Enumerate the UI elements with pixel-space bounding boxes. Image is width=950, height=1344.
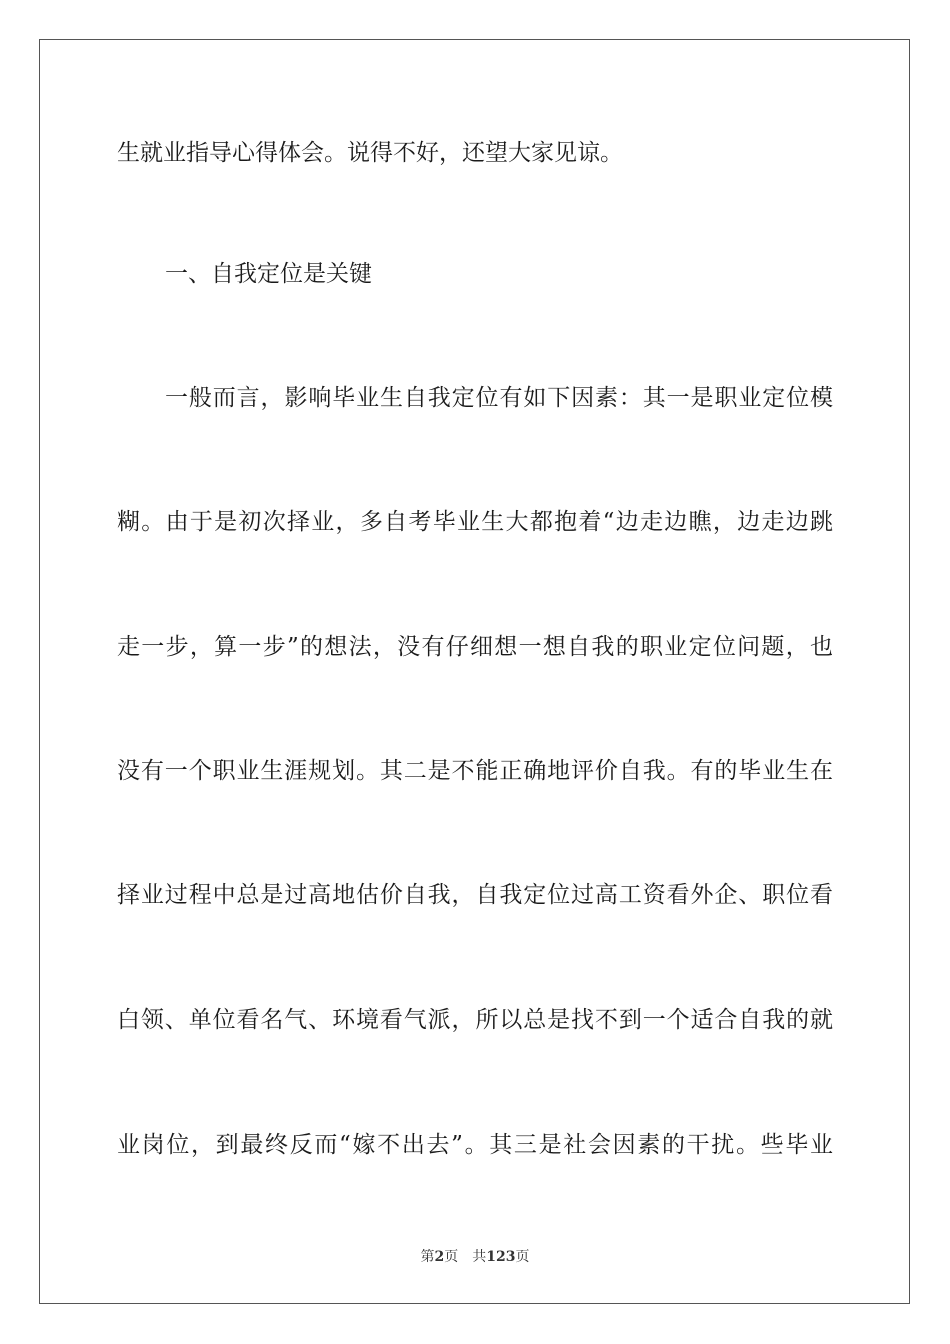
section-heading: 一、自我定位是关键 <box>165 261 372 287</box>
text-line-7: 择业过程中总是过高地估价自我，自我定位过高工资看外企、职位看 <box>117 882 833 908</box>
page-footer <box>0 1246 950 1266</box>
text-line-3: 一般而言，影响毕业生自我定位有如下因素：其一是职业定位模 <box>165 385 833 411</box>
page-suffix: 页 <box>444 1249 459 1265</box>
total-suffix: 页 <box>515 1249 530 1265</box>
page-prefix: 第 <box>420 1249 435 1265</box>
total-pages: 123 <box>486 1249 516 1265</box>
page-number: 2 <box>434 1249 445 1265</box>
text-line-4: 糊。由于是初次择业，多自考毕业生大都抱着“边走边瞧，边走边跳 <box>117 509 833 535</box>
text-line-6: 没有一个职业生涯规划。其二是不能正确地评价自我。有的毕业生在 <box>117 758 833 784</box>
total-prefix: 共 <box>472 1249 487 1265</box>
text-line-8: 白领、单位看名气、环境看气派，所以总是找不到一个适合自我的就 <box>117 1007 833 1033</box>
text-line-5: 走一步，算一步”的想法，没有仔细想一想自我的职业定位问题，也 <box>117 634 833 660</box>
page-border <box>39 39 910 1304</box>
text-line-9: 业岗位，到最终反而“嫁不出去”。其三是社会因素的干扰。些毕业 <box>117 1132 833 1158</box>
text-line-1: 生就业指导心得体会。说得不好，还望大家见谅。 <box>117 140 623 166</box>
